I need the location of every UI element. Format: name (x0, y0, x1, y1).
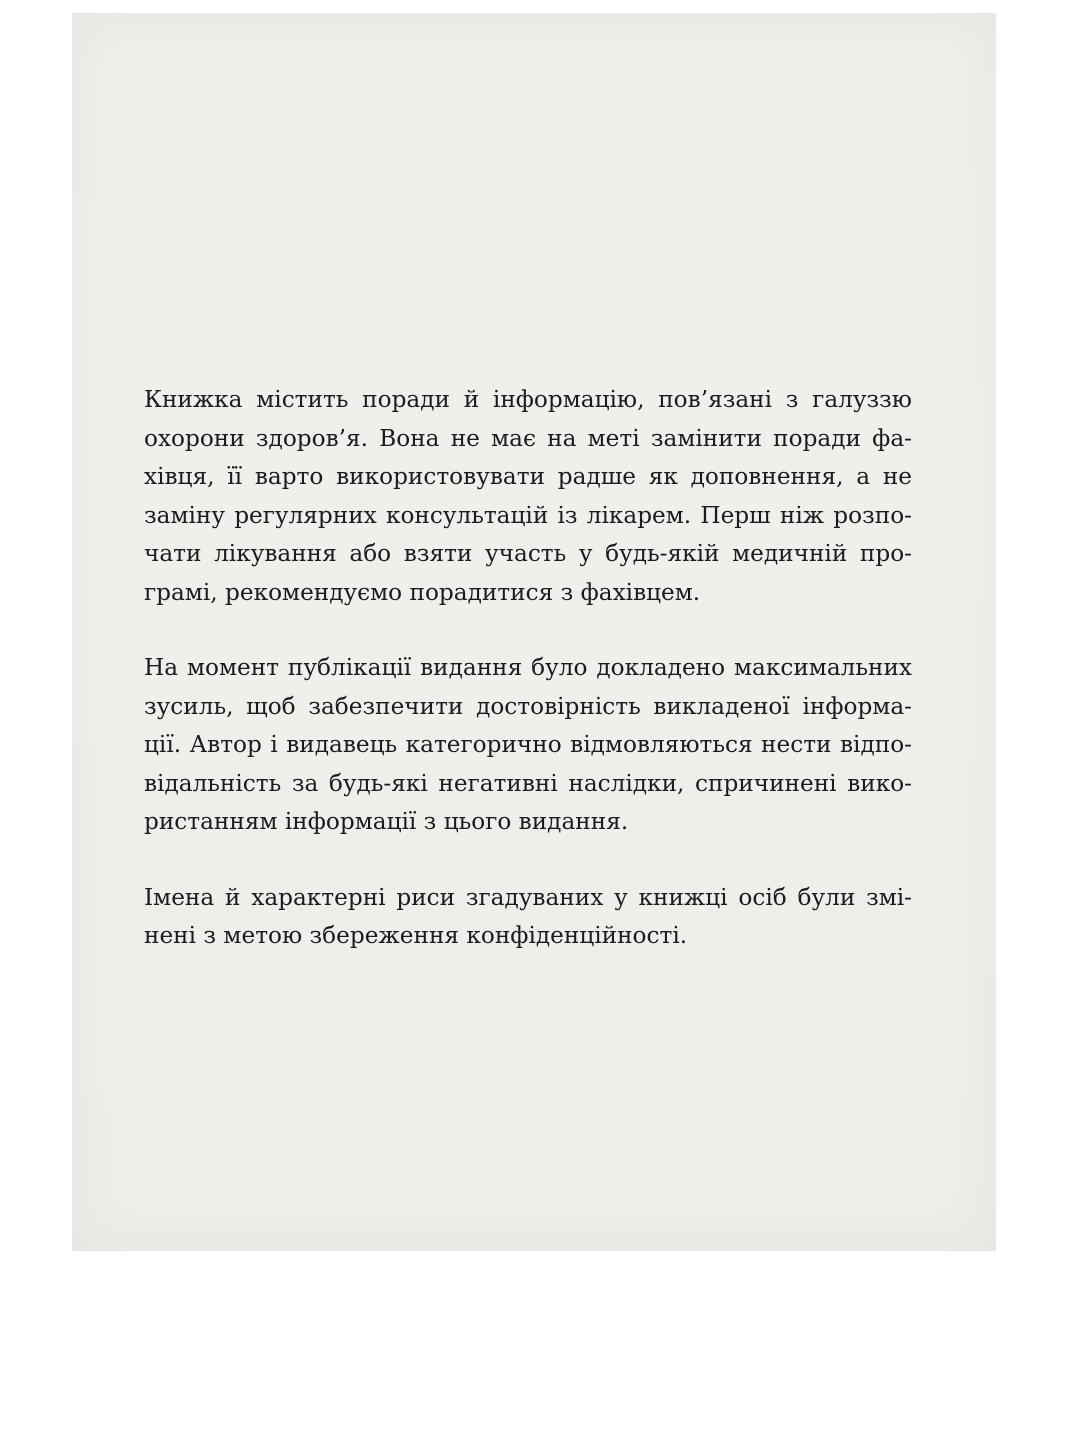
text-line: грамі, рекомендуємо порадитися з фахівцем. (144, 578, 701, 606)
text-line: охорони здоров’я. Вона не має на меті замінити поради фа- (144, 424, 912, 452)
book-page (72, 13, 996, 1251)
text-line: відальність за будь-які негативні наслідки, спричинені вико- (144, 769, 912, 797)
text-line: На момент публікації видання було докладено максимальних (144, 654, 912, 681)
text-line: ристанням інформації з цього видання. (144, 808, 629, 835)
text-line: чати лікування або взяти участь у будь-якій медичній про- (144, 540, 912, 567)
text-line: зусиль, щоб забезпечити достовірність викладеної інформа- (144, 692, 912, 720)
paragraph-confidentiality (144, 879, 912, 956)
paragraph-liability (144, 649, 912, 842)
text-line: Книжка містить поради й інформацію, пов’язані з галуззю (144, 386, 912, 413)
text-line: ції. Автор і видавець категорично відмовляються нести відпо- (144, 731, 912, 758)
text-line: Імена й характерні риси згадуваних у книжці осіб були змі- (144, 883, 912, 911)
text-line: нені з метою збереження конфіденційності. (144, 922, 688, 949)
text-line: заміну регулярних консультацій із лікарем. Перш ніж розпо- (144, 501, 912, 529)
text-line: хівця, її варто використовувати радше як доповнення, а не (144, 463, 912, 490)
paragraph-medical-advice (144, 381, 912, 612)
disclaimer-text (144, 381, 912, 993)
